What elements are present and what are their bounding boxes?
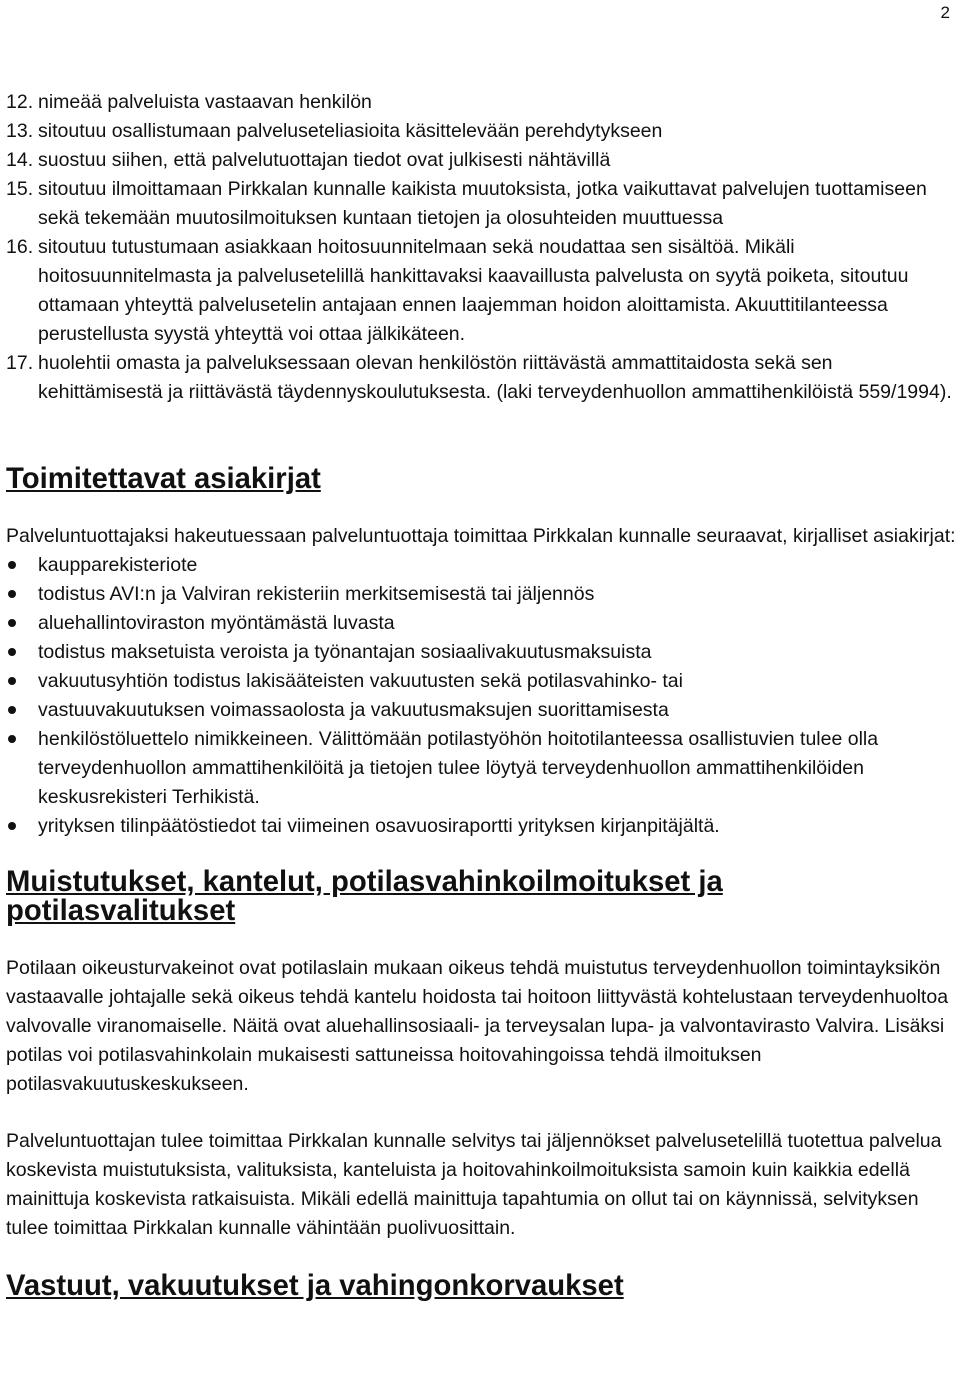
list-item	[6, 580, 958, 609]
list-item	[6, 117, 958, 146]
bullet-text: todistus maksetuista veroista ja työnantajan sosiaalivakuutusmaksuista	[38, 641, 652, 663]
page-number: 2	[940, 3, 950, 22]
bullet-text: kaupparekisteriote	[38, 554, 198, 576]
list-item-text: sitoutuu ilmoittamaan Pirkkalan kunnalle kaikista muutoksista, jotka vaikuttavat palvelujen tuottamiseen sekä tekemään muutosilmoituksen kuntaan tietojen ja olosuhteiden muuttuessa	[38, 178, 927, 229]
list-item	[6, 812, 958, 841]
bullet-text: yrityksen tilinpäätöstiedot tai viimeinen osavuosiraportti yrityksen kirjanpitäjältä.	[38, 815, 720, 837]
section-heading-liability: Vastuut, vakuutukset ja vahingonkorvaukset	[6, 1270, 624, 1302]
list-item-text: sitoutuu tutustumaan asiakkaan hoitosuunnitelmaan sekä noudattaa sen sisältöä. Mikäli hoitosuunnitelmasta ja palvelusetelillä hankittavaksi kaavaillusta palvelusta on syytä poiketa, sitoutuu ottamaan yhteyttä palvelusetelin antajaan ennen laajemman hoidon aloittamista. Akuuttitilanteessa perustellusta syystä yhteyttä voi ottaa jälkikäteen.	[38, 236, 909, 345]
bullet-text: vakuutusyhtiön todistus lakisääteisten vakuutusten sekä potilasvahinko- tai	[38, 670, 683, 692]
bullet-icon	[6, 667, 38, 696]
bullet-icon	[6, 551, 38, 580]
list-item	[6, 667, 958, 696]
list-item	[6, 725, 958, 812]
list-item-number: 15.	[6, 178, 34, 200]
list-item-text: nimeää palveluista vastaavan henkilön	[38, 91, 372, 113]
bullet-text: henkilöstöluettelo nimikkeineen. Välittömään potilastyöhön hoitotilanteessa osallistuvien tulee olla terveydenhuollon ammattihenkilöitä ja tietojen tulee löytyä terveydenhuollon ammattihenkilöiden keskusrekisteri Terhikistä.	[38, 728, 879, 808]
list-item-number: 17.	[6, 352, 34, 374]
bullet-icon	[6, 725, 38, 812]
list-item-text: huolehtii omasta ja palveluksessaan olevan henkilöstön riittävästä ammattitaidosta sekä sen kehittämisestä ja riittävästä täydennyskoulutuksesta. (laki terveydenhuollon ammattihenkilöistä 559/1994).	[38, 352, 952, 403]
bullet-text: todistus AVI:n ja Valviran rekisteriin merkitsemisestä tai jäljennös	[38, 583, 595, 605]
complaints-paragraph-1: Potilaan oikeusturvakeinot ovat potilaslain mukaan oikeus tehdä muistutus terveydenhuollon toimintayksikön vastaavalle johtajalle sekä oikeus tehdä kantelu hoidosta tai hoitoon liittyvästä kohtelustaan terveydenhuoltoa valvovalle viranomaiselle. Näitä ovat aluehallinsosiaali- ja terveysalan lupa- ja valvontavirasto Valvira. Lisäksi potilas voi potilasvahinkolain mukaisesti sattuneissa hoitovahingoissa tehdä ilmoituksen potilasvakuutuskeskukseen.	[6, 957, 949, 1095]
list-item	[6, 638, 958, 667]
list-item	[6, 696, 958, 725]
list-item	[6, 175, 958, 233]
complaints-paragraph-2: Palveluntuottajan tulee toimittaa Pirkkalan kunnalle selvitys tai jäljennökset palvelusetelillä tuotettua palvelua koskevista muistutuksista, valituksista, kanteluista ja hoitovahinkoilmoituksista samoin kuin kaikkia edellä mainittuja koskevista ratkaisuista. Mikäli edellä mainittuja tapahtumia on ollut tai on käynnissä, selvityksen tulee toimittaa Pirkkalan kunnalle vähintään puolivuosittain.	[6, 1130, 942, 1239]
bullet-text: aluehallintoviraston myöntämästä luvasta	[38, 612, 395, 634]
list-item-number: 12.	[6, 91, 34, 113]
documents-bullet-list	[6, 551, 958, 841]
list-item	[6, 146, 958, 175]
list-item	[6, 551, 958, 580]
section-heading-documents: Toimitettavat asiakirjat	[6, 463, 321, 495]
bullet-icon	[6, 638, 38, 667]
list-item-number: 14.	[6, 149, 34, 171]
list-item	[6, 88, 958, 117]
section-heading-complaints: Muistutukset, kantelut, potilasvahinkoilmoitukset ja potilasvalitukset	[6, 866, 723, 927]
bullet-icon	[6, 696, 38, 725]
bullet-text: vastuuvakuutuksen voimassaolosta ja vakuutusmaksujen suorittamisesta	[38, 699, 669, 721]
list-item-number: 16.	[6, 236, 34, 258]
numbered-list	[6, 88, 958, 407]
bullet-icon	[6, 609, 38, 638]
documents-intro: Palveluntuottajaksi hakeutuessaan palveluntuottaja toimittaa Pirkkalan kunnalle seuraavat, kirjalliset asiakirjat:	[6, 525, 956, 547]
list-item	[6, 233, 958, 349]
document-body	[6, 88, 958, 1301]
list-item-text: sitoutuu osallistumaan palveluseteliasioita käsittelevään perehdytykseen	[38, 120, 663, 142]
list-item	[6, 349, 958, 407]
bullet-icon	[6, 580, 38, 609]
list-item-number: 13.	[6, 120, 34, 142]
bullet-icon	[6, 812, 38, 841]
list-item-text: suostuu siihen, että palvelutuottajan tiedot ovat julkisesti nähtävillä	[38, 149, 611, 171]
list-item	[6, 609, 958, 638]
